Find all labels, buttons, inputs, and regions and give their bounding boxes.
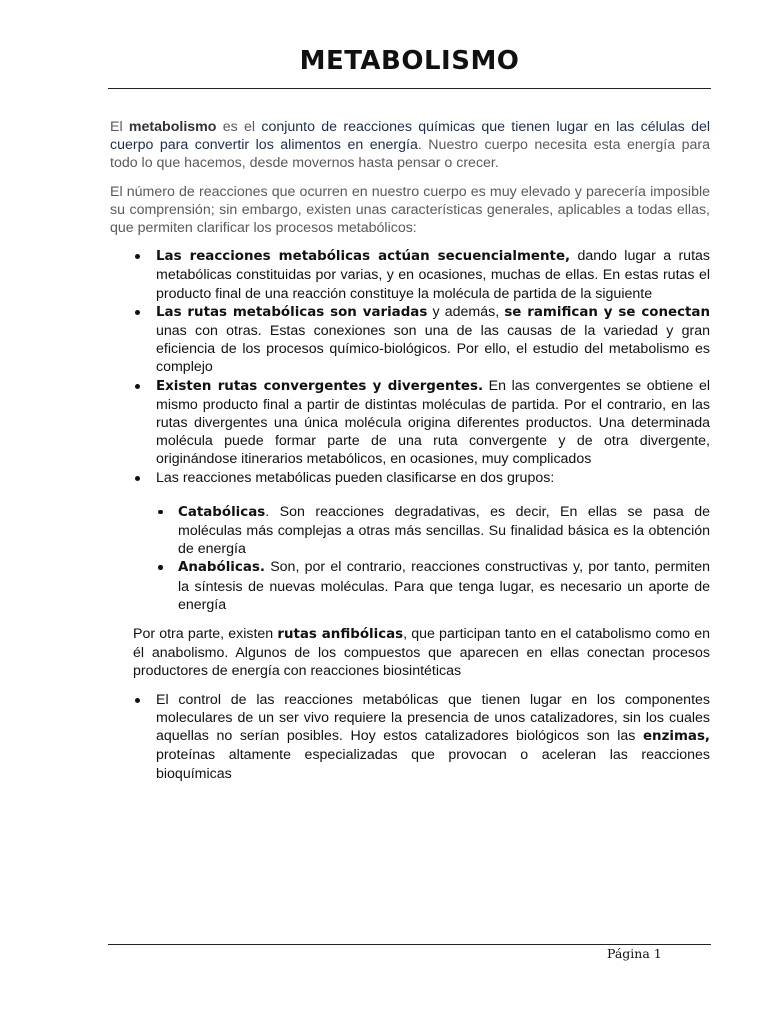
title-divider	[108, 88, 711, 89]
footer-divider	[108, 944, 711, 945]
anfibolicas-paragraph	[133, 625, 710, 681]
definition-highlight: conjunto de reacciones químicas que tienen lugar en las células del cuerpo para convertir los alimentos en energía	[110, 119, 711, 154]
text-run: . Son reacciones degradativas, es decir, En ellas se pasa de moléculas más complejas a otras más sencillas. Su finalidad básica es la obtención de energía	[178, 503, 710, 558]
list-item	[133, 247, 710, 303]
bold-term: se ramifican y se conectan	[504, 304, 710, 320]
text-run: Las reacciones metabólicas pueden clasificarse en dos grupos:	[156, 469, 555, 486]
term-metabolismo: metabolismo	[128, 119, 217, 135]
page-title: METABOLISMO	[299, 46, 520, 76]
intro-paragraph-1	[110, 118, 710, 173]
text-run: En las convergentes se obtiene el mismo producto final a partir de distintas moléculas de partida. Por el contrario, en las rutas divergentes una única molécula origina diferentes productos. Una determinada molécula puede formar parte de una ruta convergente y de otra divergente, originándose itinerarios metabólicos, en ocasiones, muy complicados	[156, 377, 710, 468]
text-run: unas con otras. Estas conexiones son una de las causas de la variedad y gran eficiencia de los procesos químico-biológicos. Por ello, el estudio del metabolismo es complejo	[156, 323, 710, 376]
list-item	[133, 691, 710, 783]
list-item	[156, 503, 710, 559]
text-run: Por otra parte, existen	[133, 626, 278, 643]
bold-term: Existen rutas convergentes y divergentes.	[156, 378, 484, 394]
bold-term: enzimas,	[642, 729, 710, 745]
bold-term: Anabólicas.	[178, 560, 265, 576]
bold-term: Las reacciones metabólicas actúan secuencialmente,	[156, 249, 571, 265]
text-run: , que participan tanto en el catabolismo como en él anabolismo. Algunos de los compuestos que aparecen en ellas conectan procesos productores de energía con reacciones biosintéticas	[133, 626, 710, 680]
list-item	[133, 377, 710, 469]
enzymes-list	[133, 691, 710, 783]
list-item	[156, 558, 710, 614]
characteristics-list	[133, 247, 710, 487]
text-run: proteínas altamente especializadas que provocan o aceleran las reacciones bioquímicas	[156, 747, 710, 782]
page-number: Página 1	[607, 946, 662, 961]
text-run: El control de las reacciones metabólicas que tienen lugar en los componentes moleculares de un ser vivo requiere la presencia de unos catalizadores, sin los cuales aquellas no serían posibles. Hoy estos catalizadores biológicos son las	[156, 691, 710, 745]
document-body	[110, 118, 710, 783]
list-item	[133, 303, 710, 377]
bold-term: rutas anfibólicas	[277, 627, 404, 643]
list-item	[133, 469, 710, 487]
reaction-types-list	[156, 503, 710, 614]
intro-paragraph-2: El número de reacciones que ocurren en nuestro cuerpo es muy elevado y parecería imposible su comprensión; sin embargo, existen unas características generales, aplicables a todas ellas, que permiten clarificar los procesos metabólicos:	[110, 183, 710, 237]
text-run: y además,	[427, 303, 505, 320]
bold-term: Catabólicas	[178, 504, 266, 520]
text-run: es el	[216, 119, 262, 135]
bold-term: Las rutas metabólicas son variadas	[156, 304, 428, 320]
text-run: . Nuestro cuerpo necesita esta energía para todo lo que hacemos, desde movernos hasta pensar o crecer.	[110, 137, 710, 172]
text-run: Son, por el contrario, reacciones constructivas y, por tanto, permiten la síntesis de nuevas moléculas. Para que tenga lugar, es necesario un aporte de energía	[178, 559, 710, 613]
text-run: El	[110, 119, 129, 135]
text-run: dando lugar a rutas metabólicas constituidas por varias, y en ocasiones, muchas de ellas. En estas rutas el producto final de una reacción constituye la molécula de partida de la siguiente	[156, 248, 710, 302]
